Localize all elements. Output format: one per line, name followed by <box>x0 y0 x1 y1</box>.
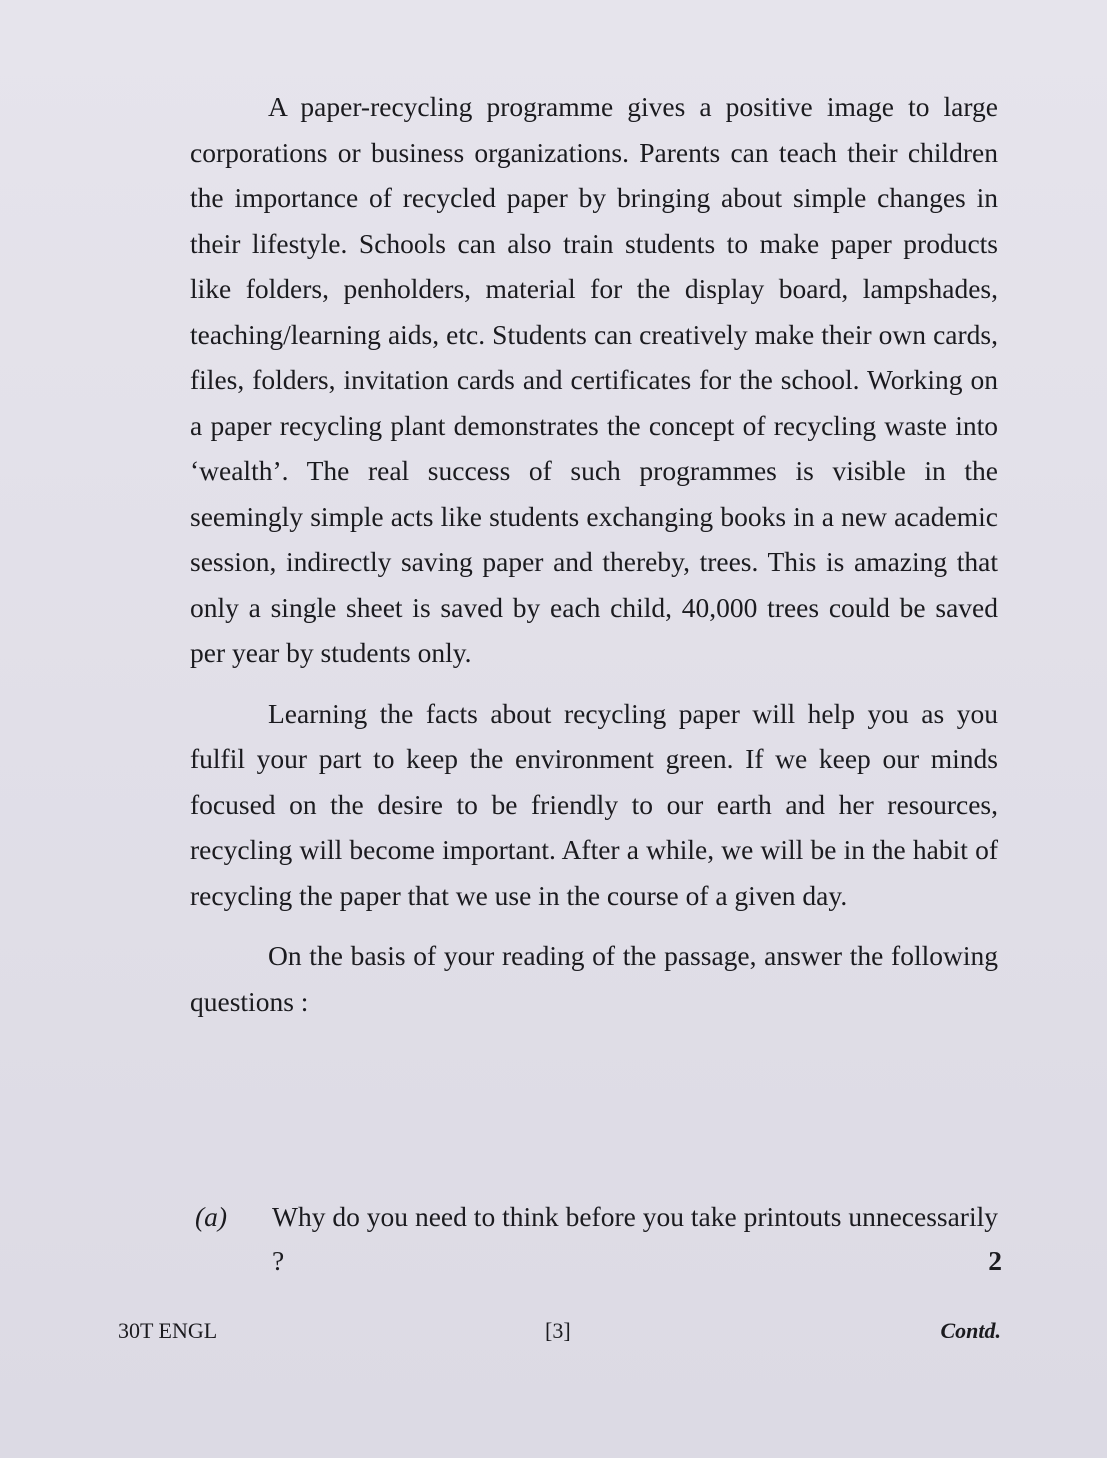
footer-continued: Contd. <box>940 1318 1001 1343</box>
instruction-paragraph: On the basis of your reading of the passage, answer the following questions : <box>190 940 998 1017</box>
passage-paragraph-1: A paper-recycling programme gives a positive image to large corporations or business organizations. Parents can teach their children the importance of recycled paper by bringing about simple changes in their lifestyle. Schools can also train students to make paper products like folders, penholders, material for the display board, lampshades, teaching/learning aids, etc. Students can creatively make their own cards, files, folders, invitation cards and certificates for the school. Working on a paper recycling plant demonstrates the concept of recycling waste into ‘wealth’. The real success of such programmes is visible in the seemingly simple acts like students exchanging books in a new academic session, indirectly saving paper and thereby, trees. This is amazing that only a single sheet is saved by each child, 40,000 trees could be saved per year by students only. <box>190 91 998 668</box>
question-marks: 2 <box>988 1245 1002 1276</box>
passage-paragraph-2: Learning the facts about recycling paper will help you as you fulfil your part to keep the environment green. If we keep our minds focused on the desire to be friendly to our earth and her resources, recycling will become important. After a while, we will be in the habit of recycling the paper that we use in the course of a given day. <box>190 697 998 911</box>
question-label: (a) <box>195 1201 228 1232</box>
passage <box>190 84 998 1024</box>
footer-paper-code: 30T ENGL <box>118 1318 218 1343</box>
question-text: Why do you need to think before you take printouts unnecessarily ? <box>272 1201 998 1276</box>
footer-page-number: [3] <box>545 1318 571 1343</box>
